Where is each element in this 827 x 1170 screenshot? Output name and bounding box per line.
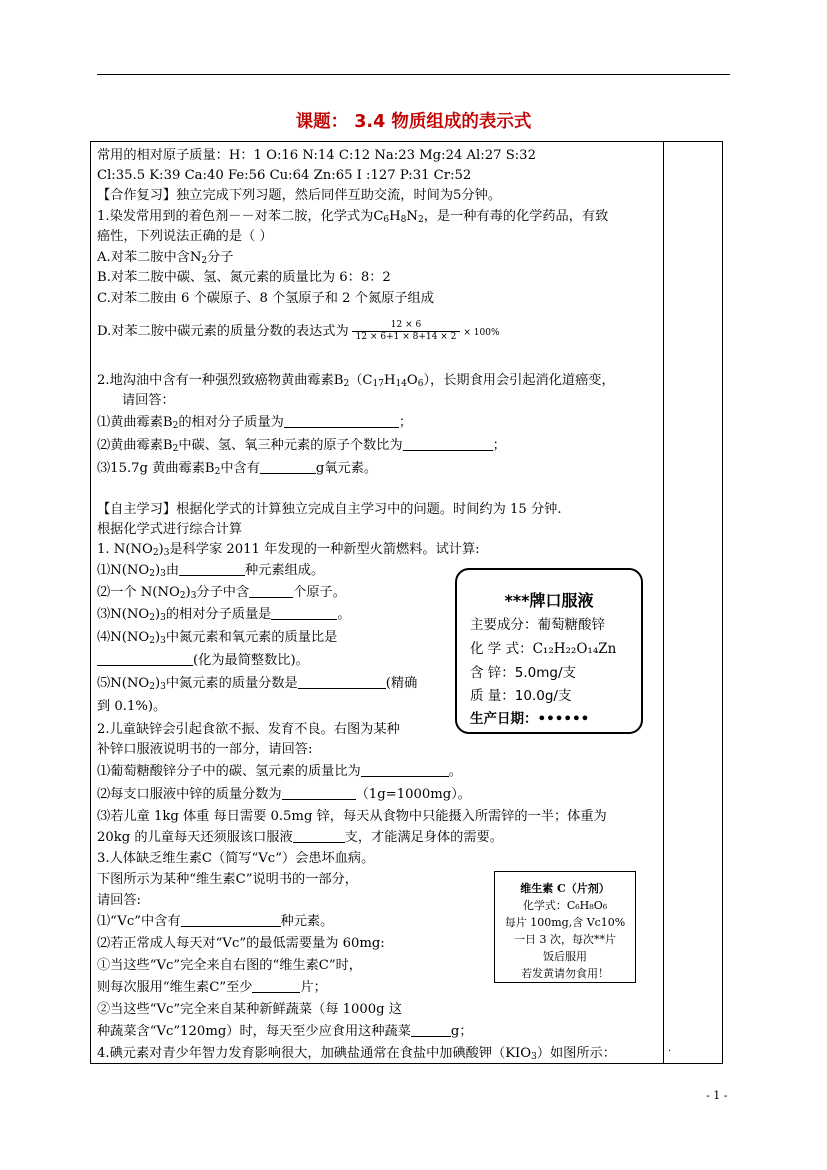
page-number: - 1 - — [706, 1089, 728, 1102]
zinc-oral-liquid-label — [455, 568, 643, 734]
page-title: 课题： 3.4 物质组成的表示式 — [295, 112, 532, 132]
answer-blank[interactable] — [181, 912, 281, 927]
question-2: 2.地沟油中含有一种强烈致癌物黄曲霉素$B_2(C_{17}H_{14}O_6)$，长期食用会引起消化道癌变， — [97, 373, 615, 389]
zinc-label-zinc-content: 含 锌：5.0mg/支 — [470, 665, 577, 681]
problem-4: 4.碘元素对青少年智力发育影响很大，加碘盐通常在食盐中加碘酸钾$(KIO_3)$如图所示： — [97, 1046, 616, 1062]
question-1-line-2: 癌性，下列说法正确的是（ ） — [97, 229, 273, 244]
problem-1-2: ⑵一个 $N(NO_2)_3$分子中含 个原子。 — [97, 585, 346, 601]
problem-1-4-cont: (化为最简整数比)。 — [97, 651, 309, 671]
answer-blank[interactable] — [361, 762, 449, 777]
option-d: D.对苯二胺中碳元素的质量分数的表达式为 $\frac{12 \times 6}{12 \times 6+1 \times 8+14 \times 2}$ × 100% — [97, 320, 500, 342]
vc-label-title: 维生素 C（片剂） — [520, 882, 610, 895]
option-a: A.对苯二胺中含$N_2$分子 — [97, 250, 234, 266]
vc-label-warning: 若发黄请勿食用！ — [521, 967, 609, 980]
problem-1-4: $⑷N(NO_2)_3$中氮元素和氧元素的质量比是 — [97, 630, 338, 646]
answer-blank[interactable] — [252, 978, 300, 993]
answer-blank[interactable] — [293, 828, 345, 843]
header-rule — [97, 74, 730, 75]
self-study-heading: 【自主学习】根据化学式的计算独立完成自主学习中的问题。时间约为 15 分钟. — [97, 502, 562, 517]
problem-3-2a: ①当这些“Vc”完全来自右图的“维生素C”时， — [97, 958, 362, 973]
answer-blank[interactable] — [284, 413, 399, 428]
answer-blank[interactable] — [260, 459, 316, 474]
answer-blank[interactable] — [298, 674, 386, 689]
mass-fraction-expression: $\frac{12 \times 6}{12 \times 6+1 \times 8+14 \times 2}$ — [352, 320, 461, 343]
problem-3-2b-cont: 种蔬菜含“Vc”120mg）时，每天至少应食用这种蔬菜 g； — [97, 1024, 473, 1039]
answer-blank[interactable] — [97, 651, 193, 666]
zinc-label-mass: 质 量：10.0g/支 — [470, 688, 572, 704]
problem-3-intro: 3.人体缺乏维生素C（简写“Vc”）会患坏血病。 — [97, 851, 375, 866]
problem-2-1: ⑴葡萄糖酸锌分子中的碳、氢元素的质量比为 。 — [97, 764, 462, 779]
problem-3-2b: ②当这些“Vc”完全来自某种新鲜蔬菜（每 1000g 这 — [97, 1002, 402, 1017]
vc-label-frequency: 一日 3 次，每次**片 — [514, 933, 616, 946]
question-2-prompt: 请回答： — [122, 393, 175, 408]
question-2-1: ⑴黄曲霉素$B_2$的相对分子质量为 ； — [97, 415, 413, 431]
problem-3-prompt: 请回答: — [97, 893, 142, 908]
answer-blank[interactable] — [179, 561, 245, 576]
self-study-subheading: 根据化学式进行综合计算 — [97, 522, 243, 537]
zinc-label-title: ***牌口服液 — [504, 591, 594, 610]
problem-1-5: $⑸N(NO_2)_3$中氮元素的质量分数是 (精确 — [97, 676, 418, 692]
problem-1-1: $⑴N(NO_2)_3$由 种元素组成。 — [97, 563, 325, 579]
answer-blank[interactable] — [271, 605, 337, 620]
problem-3-1: ⑴“Vc”中含有 种元素。 — [97, 914, 334, 929]
problem-1-5-cont: 到 0.1%)。 — [97, 699, 167, 714]
question-2-3: ⑶15.7g 黄曲霉素$B_2$中含有 g氧元素。 — [97, 461, 378, 477]
question-1: 1.染发常用到的着色剂－－对苯二胺，化学式为$C_6H_8N_2$，是一种有毒的化学药品，有致 — [97, 209, 609, 225]
vc-label-formula: 化学式：C₆H₈O₆ — [522, 899, 608, 912]
answer-blank[interactable] — [282, 785, 356, 800]
problem-2-2: ⑵每支口服液中锌的质量分数为 （1g=1000mg）。 — [97, 787, 471, 802]
answer-blank[interactable] — [403, 436, 493, 451]
review-heading: 【合作复习】独立完成下列习题，然后同伴互助交流，时间为5分钟。 — [97, 188, 502, 203]
question-2-2: ⑵黄曲霉素$B_2$中碳、氢、氧三种元素的原子个数比为 ； — [97, 438, 506, 454]
answer-blank[interactable] — [249, 583, 293, 598]
problem-3-2a-cont: 则每次服用“维生素C”至少 片； — [97, 980, 327, 995]
problem-1-3: $⑶N(NO_2)_3$的相对分子质量是 。 — [97, 607, 351, 623]
vc-label-after-meal: 饭后服用 — [543, 950, 587, 963]
problem-2-3-cont: 20kg 的儿童每天还须服该口服液 支，才能满足身体的需要。 — [97, 830, 503, 845]
zinc-label-formula: 化 学 式：C₁₂H₂₂O₁₄Zn — [470, 641, 617, 657]
atomic-mass-line-1: 常用的相对原子质量：H：1 O:16 N:14 C:12 Na:23 Mg:24 Al:27 S:32 — [97, 148, 536, 163]
option-b: B.对苯二胺中碳、氢、氮元素的质量比为 6：8：2 — [97, 270, 391, 285]
option-c: C.对苯二胺由 6 个碳原子、8 个氢原子和 2 个氮原子组成 — [97, 291, 434, 306]
atomic-mass-line-2: Cl:35.5 K:39 Ca:40 Fe:56 Cu:64 Zn:65 I :127 P:31 Cr:52 — [97, 168, 472, 183]
problem-3-2: ⑵若正常成人每天对“Vc”的最低需要量为 60mg: — [97, 936, 385, 951]
column-divider — [663, 141, 664, 1064]
margin-dot: · — [668, 1046, 672, 1057]
answer-blank[interactable] — [411, 1022, 451, 1037]
problem-2-intro-2: 补锌口服液说明书的一部分，请回答: — [97, 742, 313, 757]
problem-2-3: ⑶若儿童 1kg 体重 每日需要 0.5mg 锌，每天从食物中只能摄入所需锌的一半；体重为 — [97, 809, 607, 824]
problem-1-intro: 1. $N(NO_2)_3$是科学家 2011 年发现的一种新型火箭燃料。试计算: — [97, 542, 480, 558]
problem-3-intro-2: 下图所示为某种“维生素C”说明书的一部分， — [97, 872, 358, 887]
vc-label-dose: 每片 100mg,含 Vc10% — [504, 916, 626, 929]
zinc-label-ingredient: 主要成分：葡萄糖酸锌 — [470, 617, 605, 633]
zinc-label-date: 生产日期：•••••• — [470, 711, 590, 727]
vitamin-c-label — [494, 871, 636, 983]
problem-2-intro: 2.儿童缺锌会引起食欲不振、发育不良。右图为某种 — [97, 722, 400, 737]
